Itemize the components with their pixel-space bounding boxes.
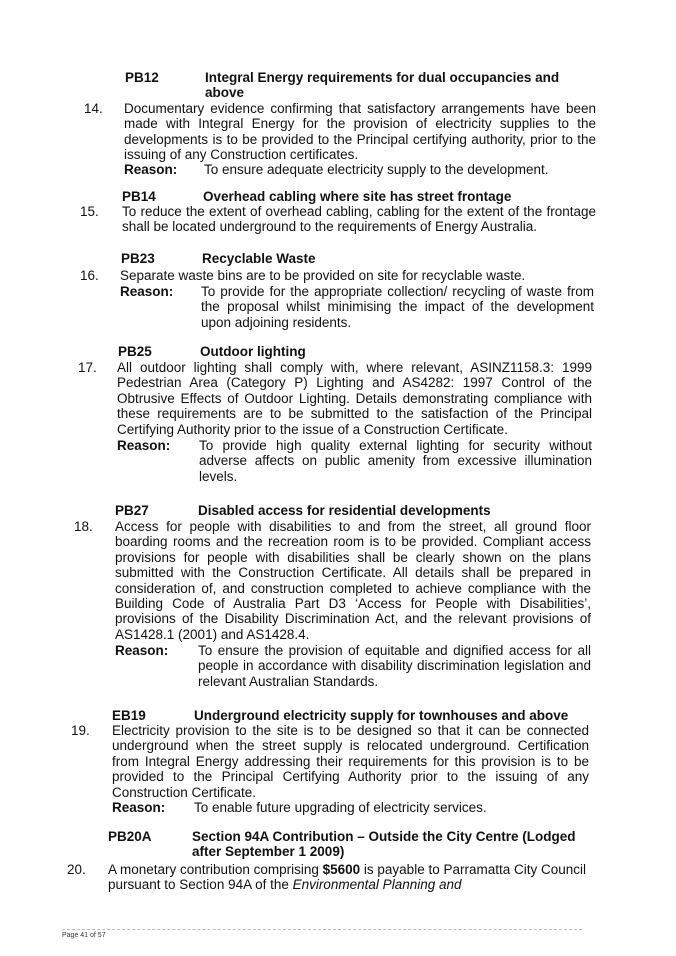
condition-number: 15. [80,204,99,219]
condition-title: Section 94A Contribution – Outside the City Centre (Lodged after September 1 2009) [192,829,576,859]
condition-body: Separate waste bins are to be provided on site for recyclable waste. [120,268,526,283]
condition-body: Electricity provision to the site is to be designed so that it can be connected underground when the street supply is relocated underground. Certification from Integral Energy addressing their requirements for this provision is to be provided to the Principal Certifying Authority prior to the issuing of any Construction Certificate. [112,723,589,800]
reason-text: To ensure the provision of equitable and dignified access for all people in accordance with disability discrimination legislation and relevant Australian Standards. [198,643,591,689]
condition-body: Documentary evidence confirming that satisfactory arrangements have been made with Integral Energy for the provision of electricity supplies to the developments is to be provided to the Principal certifying authority, prior to the issuing of any Construction certificates. [124,101,596,163]
act-name: Environmental Planning and [292,877,462,893]
condition-code: PB12 [125,70,159,85]
condition-number: 17. [78,360,97,375]
footer-divider [62,929,582,930]
condition-title: Integral Energy requirements for dual occupancies and above [205,70,560,100]
reason-label: Reason: [117,438,171,453]
condition-title: Underground electricity supply for townhouses and above [194,708,569,723]
condition-body: All outdoor lighting shall comply with, where relevant, ASINZ1158.3: 1999 Pedestrian Area (Category P) Lighting and AS4282: 1997 Control of the Obtrusive Effects of Outdoor Lighting. Details demonstrating compliance with these requirements are to be submitted to the satisfaction of the Principal Certifying Authority prior to the issue of a Construction Certificate. [117,360,592,437]
reason-label: Reason: [124,162,178,177]
reason-text: To provide for the appropriate collection/ recycling of waste from the proposal whilst minimising the impact of the development upon adjoining residents. [201,284,594,330]
reason-text: To ensure adequate electricity supply to the development. [204,162,549,177]
condition-number: 14. [84,101,103,116]
condition-code: PB20A [108,829,152,844]
condition-code: PB27 [115,503,149,518]
condition-title: Overhead cabling where site has street frontage [203,189,512,204]
condition-code: PB25 [118,344,152,359]
condition-number: 20. [67,862,86,877]
condition-number: 16. [80,268,99,283]
body-text: A monetary contribution comprising [108,862,323,877]
condition-code: PB23 [121,251,155,266]
condition-number: 19. [71,723,90,738]
condition-code: PB14 [122,189,156,204]
condition-code: EB19 [112,708,146,723]
reason-text: To provide high quality external lighting for security without adverse affects on public amenity from excessive illumination levels. [199,438,592,484]
reason-label: Reason: [120,284,174,299]
condition-title: Outdoor lighting [200,344,306,359]
condition-title: Recyclable Waste [202,251,316,266]
reason-label: Reason: [112,800,166,815]
reason-text: To enable future upgrading of electricity services. [194,800,487,815]
condition-body: Access for people with disabilities to and from the street, all ground floor boarding rooms and the recreation room is to be provided. Compliant access provisions for people with disabilities shall be clearly shown on the plans submitted with the Construction Certificate. All details shall be prepared in consideration of, and construction completed to achieve compliance with the Building Code of Australia Part D3 ‘Access for People with Disabilities’, provisions of the Disability Discrimination Act, and the relevant provisions of AS1428.1 (2001) and AS1428.4. [115,519,591,642]
condition-number: 18. [74,519,93,534]
condition-body: To reduce the extent of overhead cabling, cabling for the extent of the frontage shall be located underground to the requirements of Energy Australia. [122,204,596,235]
contribution-amount: $5600 [322,862,361,877]
condition-body [108,862,586,893]
body-text: is payable to Parramatta City Council pursuant to Section 94A of the [108,862,587,893]
condition-title: Disabled access for residential developments [198,503,491,518]
reason-label: Reason: [115,643,169,658]
page-number: Page 41 of 57 [62,932,106,939]
